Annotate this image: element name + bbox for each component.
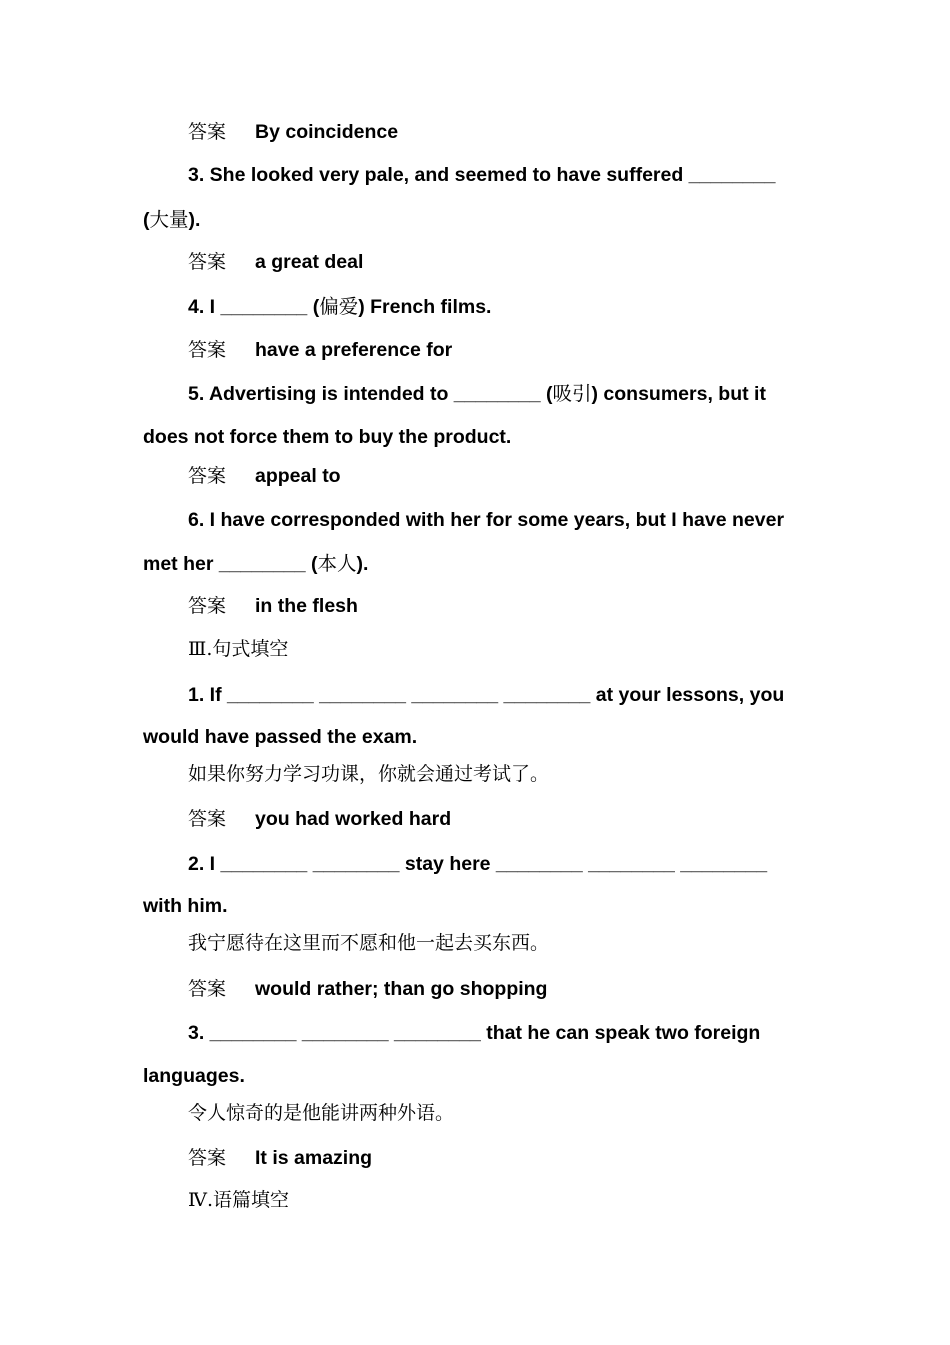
- answer-label: 答案: [188, 978, 227, 1000]
- answer-label: 答案: [188, 121, 227, 143]
- chinese-hint: 本人: [317, 552, 357, 575]
- section-3-heading: Ⅲ.句式填空: [188, 638, 289, 660]
- sentence-1-chinese: 如果你努力学习功课，你就会通过考试了。: [188, 763, 550, 785]
- answer-line-5: [188, 464, 341, 489]
- answer-label: 答案: [188, 808, 227, 830]
- answer-line-by-coincidence: [188, 120, 398, 145]
- answer-line-3: [188, 250, 363, 275]
- answer-label: 答案: [188, 251, 227, 273]
- answer-label: 答案: [188, 339, 227, 361]
- sentence-3-line-1: 3. ________ ________ ________ that he can speak two foreign: [188, 1022, 761, 1044]
- question-3-line-2: (大量).: [143, 208, 201, 231]
- question-4: 4. I ________ (偏爱) French films.: [188, 295, 492, 318]
- answer-label: 答案: [188, 465, 227, 487]
- sentence-2-line-2: with him.: [143, 895, 228, 917]
- question-6-line-2: met her ________ (本人).: [143, 552, 369, 575]
- answer-text: appeal to: [255, 465, 341, 487]
- answer-text: have a preference for: [255, 339, 453, 361]
- answer-line-4: [188, 338, 452, 363]
- answer-text: in the flesh: [255, 595, 358, 617]
- chinese-hint: 吸引: [552, 382, 592, 405]
- answer-line-6: [188, 594, 358, 619]
- answer-text: would rather; than go shopping: [255, 978, 548, 1000]
- answer-text: you had worked hard: [255, 808, 452, 830]
- answer-text: a great deal: [255, 251, 364, 273]
- section-4-heading: Ⅳ.语篇填空: [188, 1189, 290, 1211]
- chinese-hint: 大量: [149, 208, 189, 231]
- sentence-2-chinese: 我宁愿待在这里而不愿和他一起去买东西。: [188, 932, 550, 954]
- sentence-3-line-2: languages.: [143, 1065, 245, 1087]
- sentence-3-chinese: 令人惊奇的是他能讲两种外语。: [188, 1102, 455, 1124]
- question-3-line-1: 3. She looked very pale, and seemed to have suffered ________: [188, 164, 776, 186]
- sentence-1-line-1: 1. If ________ ________ ________ ________ at your lessons, you: [188, 684, 785, 706]
- answer-line-s2: [188, 977, 547, 1002]
- sentence-2-line-1: 2. I ________ ________ stay here ________ ________ ________: [188, 853, 768, 875]
- answer-text: By coincidence: [255, 121, 399, 143]
- answer-label: 答案: [188, 595, 227, 617]
- chinese-hint: 偏爱: [319, 295, 359, 318]
- answer-label: 答案: [188, 1147, 227, 1169]
- sentence-1-line-2: would have passed the exam.: [143, 726, 418, 748]
- question-5-line-2: does not force them to buy the product.: [143, 426, 512, 448]
- question-5-line-1: 5. Advertising is intended to ________ (吸引) consumers, but it: [188, 382, 766, 405]
- answer-line-s3: [188, 1146, 372, 1171]
- answer-line-s1: [188, 807, 451, 832]
- answer-text: It is amazing: [255, 1147, 373, 1169]
- question-6-line-1: 6. I have corresponded with her for some years, but I have never: [188, 509, 785, 531]
